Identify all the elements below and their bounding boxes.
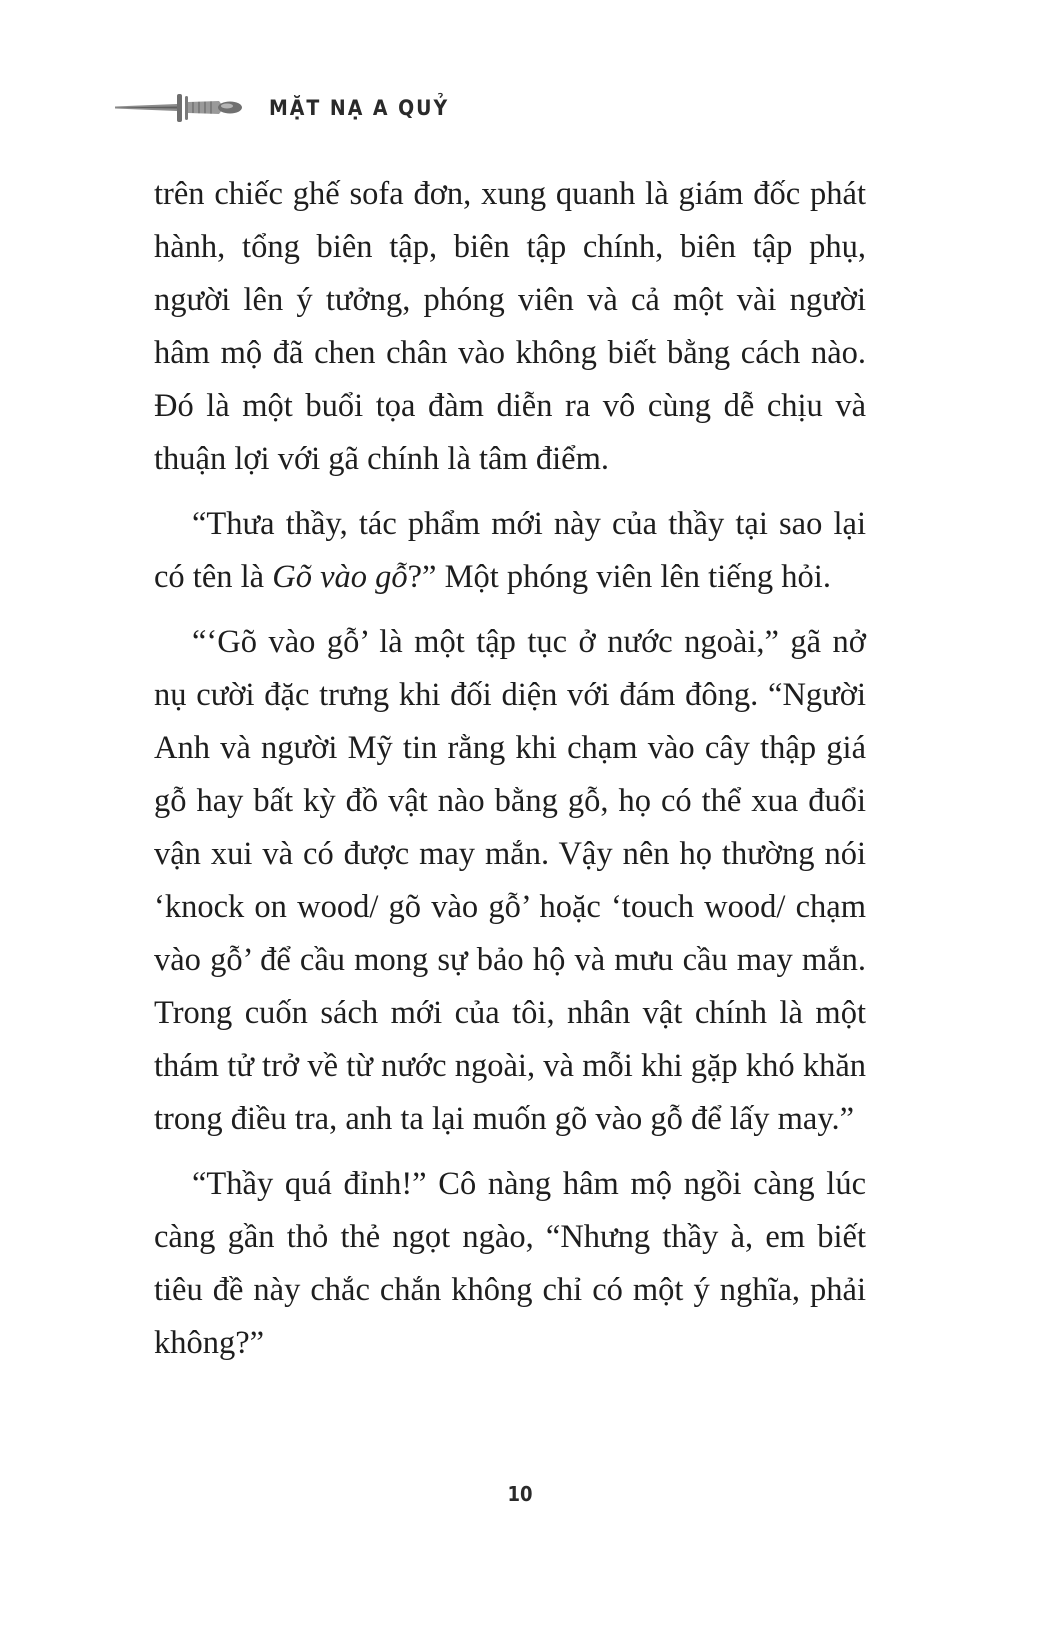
- book-title: MẶT NẠ A QUỶ: [269, 96, 450, 120]
- paragraph: “Thầy quá đỉnh!” Cô nàng hâm mộ ngồi càng lúc càng gần thỏ thẻ ngọt ngào, “Nhưng thầy à, em biết tiêu đề này chắc chắn không chỉ có một ý nghĩa, phải không?”: [154, 1166, 866, 1361]
- paragraph: [154, 498, 866, 604]
- book-title-italic: Gõ vào gỗ: [272, 559, 408, 595]
- running-header: [115, 88, 449, 128]
- paragraph: “‘Gõ vào gỗ’ là một tập tục ở nước ngoài,” gã nở nụ cười đặc trưng khi đối diện với đám đông. “Người Anh và người Mỹ tin rằng khi chạm vào cây thập giá gỗ hay bất kỳ đồ vật nào bằng gỗ, họ có thể xua đuổi vận xui và có được may mắn. Vậy nên họ thường nói ‘knock on wood/ gõ vào gỗ’ hoặc ‘touch wood/ chạm vào gỗ’ để cầu mong sự bảo hộ và mưu cầu may mắn. Trong cuốn sách mới của tôi, nhân vật chính là một thám tử trở về từ nước ngoài, và mỗi khi gặp khó khăn trong điều tra, anh ta lại muốn gõ vào gỗ để lấy may.”: [154, 624, 866, 1137]
- page-number: 10: [507, 1482, 533, 1506]
- paragraph-segment: “Thưa thầy, tác phẩm mới này của thầy tại sao lại có tên là: [154, 506, 866, 595]
- paragraph-segment: ?” Một phóng viên lên tiếng hỏi.: [407, 559, 831, 595]
- paragraph: trên chiếc ghế sofa đơn, xung quanh là giám đốc phát hành, tổng biên tập, biên tập chính, biên tập phụ, người lên ý tưởng, phóng viên và cả một vài người hâm mộ đã chen chân vào không biết bằng cách nào. Đó là một buổi tọa đàm diễn ra vô cùng dễ chịu và thuận lợi với gã chính là tâm điểm.: [154, 176, 866, 477]
- dagger-icon: [115, 88, 245, 128]
- body-text: [154, 168, 866, 1382]
